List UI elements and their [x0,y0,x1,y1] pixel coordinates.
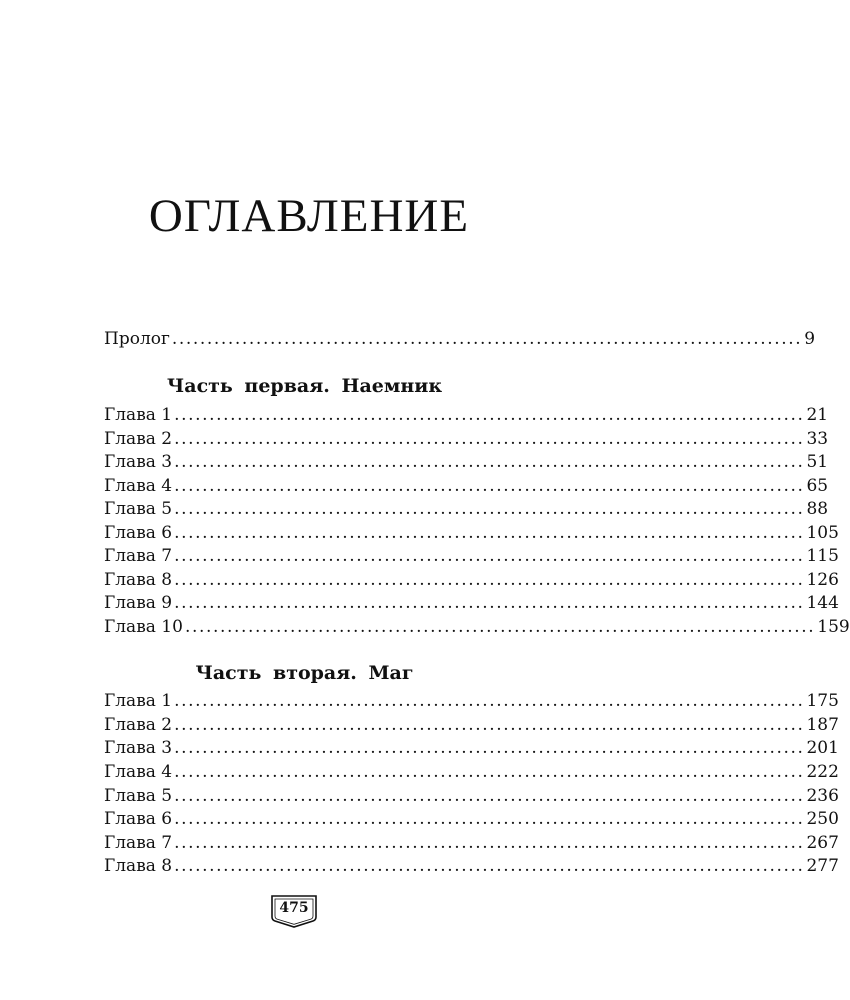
toc-entry[interactable] [104,831,839,855]
toc-entry-page: 21 [806,405,829,425]
toc-entry-label: Глава 9 [104,593,173,613]
toc-entry[interactable] [104,807,839,831]
leader-dots: .......................................................................................... [174,452,805,472]
toc-entry-label: Глава 2 [104,715,173,735]
toc-entry-page: 222 [806,762,839,782]
leader-dots: .......................................................................................... [174,762,805,782]
toc-entry[interactable] [104,591,839,615]
toc-entry-label: Глава 2 [104,429,173,449]
toc-entry-page: 187 [806,715,839,735]
leader-dots: .......................................................................................... [174,499,805,519]
toc-entry[interactable] [104,854,839,878]
leader-dots: .......................................................................................... [174,809,805,829]
leader-dots: .......................................................................................... [174,738,805,758]
leader-dots: .......................................................................................... [174,405,805,425]
leader-dots: .......................................................................................... [174,786,805,806]
leader-dots: .......................................................................................... [184,617,816,637]
toc-entry[interactable] [104,521,839,545]
toc-entry[interactable] [104,760,839,784]
leader-dots: .......................................................................................... [174,833,805,853]
toc-entry[interactable] [104,689,839,713]
leader-dots: .......................................................................................... [174,715,805,735]
toc-entry-label: Глава 7 [104,546,173,566]
page-title: ОГЛАВЛЕНИЕ [148,190,470,242]
toc-entry-label: Глава 1 [104,691,173,711]
leader-dots: .......................................................................................... [174,691,805,711]
toc-entry-page: 267 [806,833,839,853]
leader-dots: .......................................................................................... [174,593,805,613]
toc-entry[interactable] [104,450,829,474]
toc-entry[interactable] [104,403,829,427]
toc-entry[interactable] [104,474,829,498]
toc-entry[interactable] [104,544,839,568]
toc-entry-label: Глава 8 [104,570,173,590]
leader-dots: .......................................................................................... [174,546,805,566]
toc-entry-page: 9 [804,329,816,349]
toc-entry-label: Глава 3 [104,738,173,758]
toc-entry[interactable] [104,784,839,808]
toc-entry-page: 88 [806,499,829,519]
leader-dots: .......................................................................................... [174,570,805,590]
toc-entry-label: Глава 8 [104,856,173,876]
page-number-badge [268,893,320,929]
toc-entry-page: 175 [806,691,839,711]
toc-entry-page: 105 [806,523,839,543]
toc-entry[interactable] [104,568,839,592]
toc-entry-label: Глава 6 [104,523,173,543]
toc-entry[interactable] [104,736,839,760]
toc-entry-page: 51 [806,452,829,472]
toc-entry-label: Глава 1 [104,405,173,425]
toc-entry-label: Глава 5 [104,499,173,519]
toc-entry-page: 201 [806,738,839,758]
leader-dots: .......................................................................................... [174,429,805,449]
toc-entry[interactable] [104,427,829,451]
part-heading: Часть первая. Наемник [166,375,443,397]
toc-entry-label: Глава 7 [104,833,173,853]
leader-dots: .......................................................................................... [174,856,805,876]
toc-entry-page: 159 [817,617,850,637]
toc-entry-label: Глава 3 [104,452,173,472]
toc-entry-page: 277 [806,856,839,876]
leader-dots: .......................................................................................... [171,329,803,349]
toc-entry[interactable] [104,713,839,737]
toc-entry[interactable] [104,497,829,521]
toc-entry-page: 236 [806,786,839,806]
toc-entry-prologue[interactable] [104,327,816,351]
leader-dots: .......................................................................................... [174,523,805,543]
toc-entry-page: 65 [806,476,829,496]
toc-entry-page: 144 [806,593,839,613]
toc-entry[interactable] [104,615,850,639]
toc-entry-label: Глава 4 [104,762,173,782]
toc-entry-label: Глава 5 [104,786,173,806]
toc-entry-label: Глава 10 [104,617,183,637]
toc-entry-page: 115 [806,546,839,566]
toc-entry-page: 250 [806,809,839,829]
toc-entry-label: Глава 4 [104,476,173,496]
toc-entry-page: 33 [806,429,829,449]
part-heading: Часть вторая. Маг [195,662,414,684]
leader-dots: .......................................................................................... [174,476,805,496]
toc-entry-page: 126 [806,570,839,590]
toc-entry-label: Пролог [104,329,170,349]
page-number: 475 [279,900,309,916]
toc-entry-label: Глава 6 [104,809,173,829]
